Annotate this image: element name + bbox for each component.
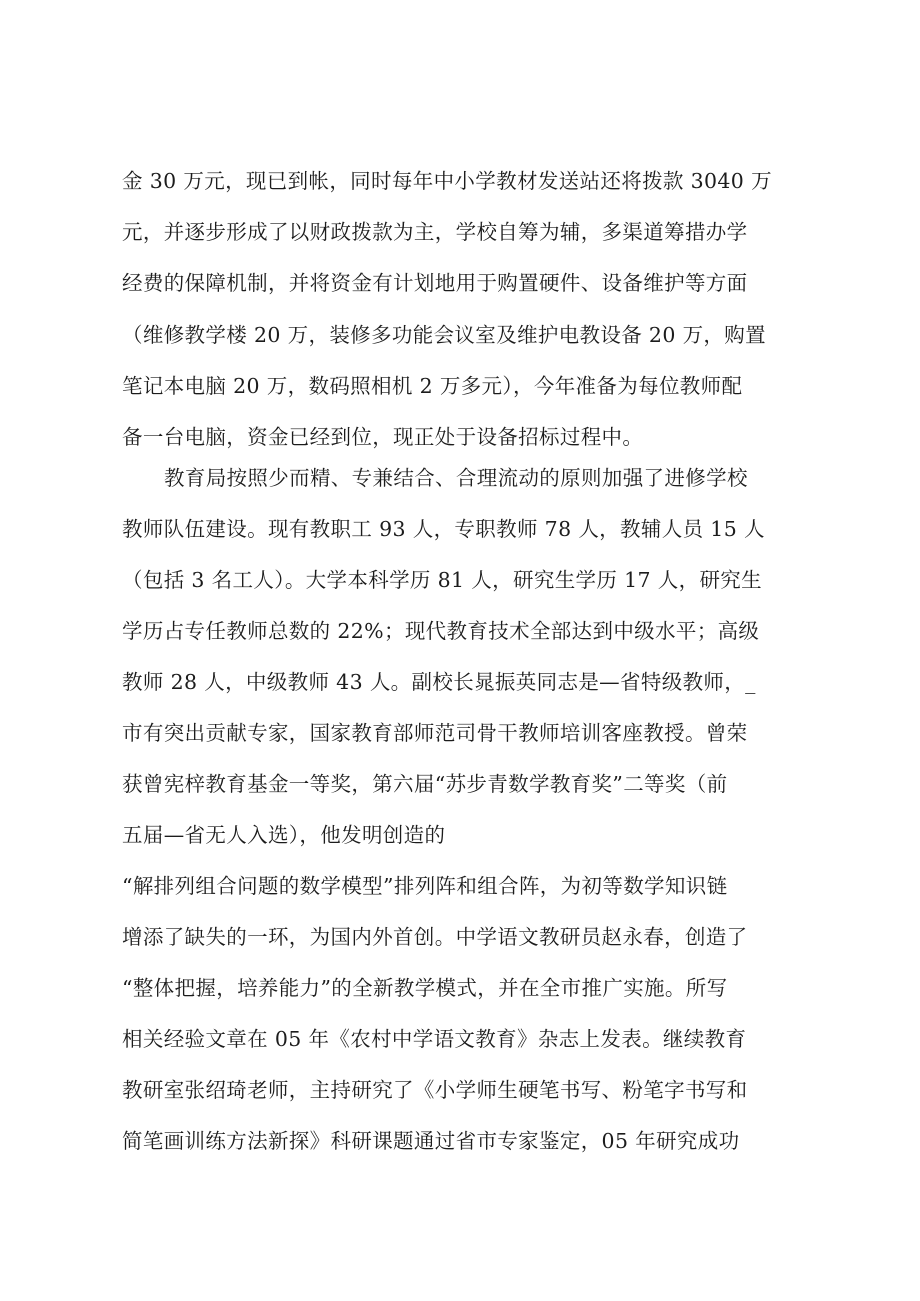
text-line: 五届—省无人入选），他发明创造的 — [122, 823, 446, 847]
text-line: 金 30 万元，现已到帐，同时每年中小学教材发送站还将拨款 3040 万 — [122, 169, 772, 193]
text-line: 经费的保障机制，并将资金有计划地用于购置硬件、设备维护等方面 — [122, 271, 748, 295]
text-line: 获曾宪梓教育基金一等奖，第六届“苏步青数学教育奖”二等奖（前 — [122, 772, 728, 796]
text-line: （包括 3 名工人）。大学本科学历 81 人，研究生学历 17 人，研究生 — [122, 568, 763, 592]
text-line: 元，并逐步形成了以财政拨款为主，学校自筹为辅，多渠道筹措办学 — [122, 220, 748, 244]
text-line: （维修教学楼 20 万，装修多功能会议室及维护电教设备 20 万，购置 — [122, 323, 766, 347]
text-line: “整体把握，培养能力”的全新教学模式，并在全市推广实施。所写 — [122, 976, 728, 1000]
text-line: 增添了缺失的一环，为国内外首创。中学语文教研员赵永春，创造了 — [122, 925, 748, 949]
text-line: 教师队伍建设。现有教职工 93 人，专职教师 78 人，教辅人员 15 人 — [122, 517, 765, 541]
text-line: 简笔画训练方法新探》科研课题通过省市专家鉴定，05 年研究成功 — [122, 1129, 740, 1153]
text-line: 相关经验文章在 05 年《农村中学语文教育》杂志上发表。继续教育 — [122, 1027, 747, 1051]
paragraph-first-line: 教育局按照少而精、专兼结合、合理流动的原则加强了进修学校 — [164, 466, 748, 490]
text-line: 备一台电脑，资金已经到位，现正处于设备招标过程中。 — [122, 425, 644, 449]
text-line: 学历占专任教师总数的 22%；现代教育技术全部达到中级水平；高级 — [122, 619, 760, 643]
text-line: 教研室张绍琦老师，主持研究了《小学师生硬笔书写、粉笔字书写和 — [122, 1078, 748, 1102]
text-line: 笔记本电脑 20 万，数码照相机 2 万多元），今年准备为每位教师配 — [122, 374, 743, 398]
text-line: “解排列组合问题的数学模型”排列阵和组合阵，为初等数学知识链 — [122, 874, 728, 898]
text-line: 市有突出贡献专家，国家教育部师范司骨干教师培训客座教授。曾荣 — [122, 721, 748, 745]
text-line: 教师 28 人，中级教师 43 人。副校长晁振英同志是—省特级教师，_ — [122, 670, 756, 694]
